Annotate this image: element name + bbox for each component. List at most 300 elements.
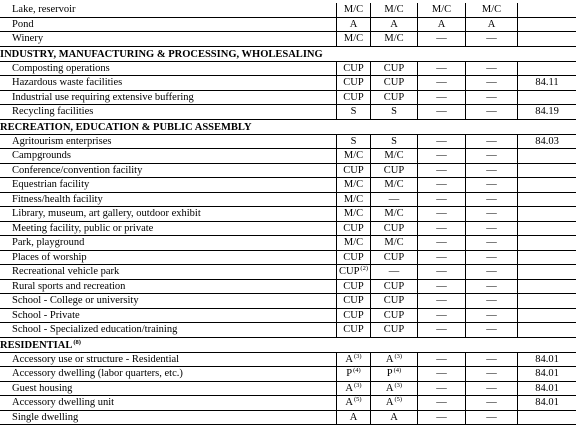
section-header-row <box>0 338 576 353</box>
land-use-cell: Conference/convention facility <box>0 164 337 179</box>
section-title <box>0 120 576 135</box>
cell-value: 84.11 <box>535 77 559 88</box>
cell-value: CUP <box>343 280 364 292</box>
cell-value: — <box>436 135 447 147</box>
footnote-ref: (8) <box>73 338 81 346</box>
reference-col-cell <box>518 62 576 77</box>
zone-col-2-cell <box>371 265 418 280</box>
cell-value: — <box>436 295 447 306</box>
zone-col-4-cell <box>466 353 518 368</box>
zone-col-4-cell <box>466 411 518 426</box>
section-title <box>0 338 576 353</box>
zone-col-3-cell <box>418 62 466 77</box>
section-title-text: RESIDENTIAL <box>0 339 73 351</box>
table-row <box>0 178 576 193</box>
land-use-cell: Hazardous waste facilities <box>0 76 337 91</box>
cell-value: — <box>388 266 400 277</box>
cell-value: — <box>486 295 497 306</box>
zone-col-2-cell <box>371 164 418 179</box>
zone-col-1-cell <box>337 367 371 382</box>
cell-value: S <box>350 135 357 147</box>
zone-col-1-cell <box>337 396 371 411</box>
cell-value: — <box>436 397 447 408</box>
table-row <box>0 396 576 411</box>
zone-col-3-cell <box>418 251 466 266</box>
zone-col-2-cell <box>371 18 418 33</box>
zone-col-2-cell <box>371 309 418 324</box>
cell-value: A <box>345 382 353 394</box>
cell-value: CUP <box>383 324 405 335</box>
footnote-ref: (5) <box>394 396 403 403</box>
reference-col-cell <box>518 411 576 426</box>
zone-col-2-cell <box>371 251 418 266</box>
zone-col-4-cell <box>466 3 518 18</box>
land-use-cell: Library, museum, art gallery, outdoor exhibit <box>0 207 337 222</box>
reference-col-cell <box>518 18 576 33</box>
cell-value: M/C <box>343 193 364 205</box>
zone-col-2-cell <box>371 76 418 91</box>
cell-value: CUP <box>383 77 405 88</box>
zone-col-1-cell <box>337 62 371 77</box>
cell-value: — <box>486 397 497 408</box>
zone-col-2-cell <box>371 105 418 120</box>
section-title-text: INDUSTRY, MANUFACTURING & PROCESSING, WHOLESALING <box>0 48 323 60</box>
cell-value: S <box>350 106 357 117</box>
zone-col-1-cell <box>337 353 371 368</box>
cell-value: — <box>436 164 447 176</box>
reference-col-cell <box>518 32 576 47</box>
cell-value: — <box>486 237 497 248</box>
land-use-cell: Guest housing <box>0 382 337 397</box>
cell-value: — <box>436 266 447 277</box>
reference-col-cell <box>518 382 576 397</box>
zone-col-4-cell <box>466 309 518 324</box>
cell-value: — <box>388 193 400 205</box>
land-use-cell: School - College or university <box>0 294 337 309</box>
cell-value: A <box>349 411 358 423</box>
zone-col-3-cell <box>418 411 466 426</box>
table-row <box>0 207 576 222</box>
cell-value: — <box>436 106 447 117</box>
zone-col-1-cell <box>337 280 371 295</box>
cell-value: — <box>436 411 447 423</box>
table-row <box>0 91 576 106</box>
cell-value: M/C <box>384 150 404 161</box>
footnote-ref: (4) <box>393 367 402 374</box>
reference-col-cell <box>518 309 576 324</box>
cell-value: — <box>436 237 447 248</box>
zone-col-1-cell <box>337 149 371 164</box>
table-row <box>0 76 576 91</box>
zone-col-4-cell <box>466 193 518 208</box>
footnote-ref: (4) <box>353 367 361 374</box>
zone-col-4-cell <box>466 105 518 120</box>
zone-col-3-cell <box>418 178 466 193</box>
cell-value: A <box>385 397 394 408</box>
cell-value: — <box>486 280 497 292</box>
cell-value: CUP <box>343 295 364 306</box>
cell-value: CUP <box>343 222 364 234</box>
zone-col-2-cell <box>371 193 418 208</box>
section-title-text: RECREATION, EDUCATION & PUBLIC ASSEMBLY <box>0 121 252 133</box>
zone-col-3-cell <box>418 193 466 208</box>
zone-col-4-cell <box>466 222 518 237</box>
cell-value: M/C <box>431 4 452 15</box>
reference-col-cell <box>518 396 576 411</box>
zone-col-1-cell <box>337 222 371 237</box>
cell-value: A <box>487 18 496 30</box>
cell-value: CUP <box>338 266 360 277</box>
table-row <box>0 323 576 338</box>
reference-col-cell <box>518 222 576 237</box>
zone-col-3-cell <box>418 91 466 106</box>
cell-value: — <box>436 368 447 379</box>
cell-value: CUP <box>383 222 405 234</box>
zone-col-3-cell <box>418 149 466 164</box>
cell-value: — <box>486 106 497 117</box>
zone-col-1-cell <box>337 323 371 338</box>
zone-col-3-cell <box>418 76 466 91</box>
cell-value: M/C <box>343 208 364 219</box>
land-use-cell: Rural sports and recreation <box>0 280 337 295</box>
table-row <box>0 32 576 47</box>
zone-col-2-cell <box>371 294 418 309</box>
zone-col-3-cell <box>418 323 466 338</box>
cell-value: S <box>391 106 397 117</box>
cell-value: — <box>486 309 497 321</box>
cell-value: S <box>391 135 397 147</box>
zone-col-4-cell <box>466 149 518 164</box>
cell-value: — <box>486 382 497 394</box>
zone-col-1-cell <box>337 236 371 251</box>
cell-value: — <box>486 266 497 277</box>
zone-col-3-cell <box>418 135 466 150</box>
land-use-cell: Recreational vehicle park <box>0 265 337 280</box>
reference-col-cell <box>518 207 576 222</box>
cell-value: 84.01 <box>535 368 559 379</box>
land-use-cell: School - Private <box>0 309 337 324</box>
zone-col-4-cell <box>466 367 518 382</box>
cell-value: — <box>436 280 447 292</box>
zone-col-3-cell <box>418 367 466 382</box>
reference-col-cell <box>518 105 576 120</box>
cell-value: — <box>486 208 497 219</box>
reference-col-cell <box>518 236 576 251</box>
table-row <box>0 149 576 164</box>
zone-col-4-cell <box>466 32 518 47</box>
zone-col-4-cell <box>466 236 518 251</box>
cell-value: A <box>437 18 446 30</box>
cell-value: 84.01 <box>535 382 559 394</box>
reference-col-cell <box>518 323 576 338</box>
table-row <box>0 294 576 309</box>
zone-col-1-cell <box>337 164 371 179</box>
table-row <box>0 353 576 368</box>
cell-value: — <box>486 77 497 88</box>
table-row <box>0 265 576 280</box>
footnote-ref: (2) <box>360 265 369 272</box>
cell-value: — <box>486 324 497 335</box>
cell-value: A <box>385 353 394 365</box>
zone-col-4-cell <box>466 265 518 280</box>
cell-value: A <box>345 353 353 365</box>
cell-value: 84.01 <box>535 397 559 408</box>
cell-value: CUP <box>383 280 405 292</box>
table-row <box>0 18 576 33</box>
land-use-cell: Winery <box>0 32 337 47</box>
cell-value: — <box>436 91 447 103</box>
zone-col-4-cell <box>466 18 518 33</box>
reference-col-cell <box>518 178 576 193</box>
zone-col-4-cell <box>466 135 518 150</box>
zone-col-2-cell <box>371 32 418 47</box>
zone-col-3-cell <box>418 236 466 251</box>
cell-value: A <box>390 18 398 30</box>
zone-col-4-cell <box>466 294 518 309</box>
reference-col-cell <box>518 265 576 280</box>
zone-col-4-cell <box>466 382 518 397</box>
cell-value: — <box>486 135 497 147</box>
zone-col-1-cell <box>337 251 371 266</box>
reference-col-cell <box>518 149 576 164</box>
table-row <box>0 193 576 208</box>
zone-col-1-cell <box>337 382 371 397</box>
land-use-cell: Park, playground <box>0 236 337 251</box>
reference-col-cell <box>518 76 576 91</box>
table-row <box>0 62 576 77</box>
land-use-cell: Equestrian facility <box>0 178 337 193</box>
cell-value: CUP <box>383 91 405 103</box>
zone-col-4-cell <box>466 251 518 266</box>
table-row <box>0 367 576 382</box>
table-row <box>0 222 576 237</box>
zone-col-4-cell <box>466 323 518 338</box>
cell-value: M/C <box>343 150 364 161</box>
zone-col-1-cell <box>337 3 371 18</box>
cell-value: CUP <box>383 251 405 263</box>
cell-value: — <box>486 62 497 74</box>
cell-value: CUP <box>343 62 364 74</box>
cell-value: — <box>436 193 447 205</box>
zone-col-4-cell <box>466 62 518 77</box>
cell-value: — <box>486 150 497 161</box>
zone-col-1-cell <box>337 207 371 222</box>
reference-col-cell <box>518 135 576 150</box>
cell-value: — <box>486 368 497 379</box>
section-header-row <box>0 47 576 62</box>
land-use-cell: Industrial use requiring extensive buffering <box>0 91 337 106</box>
zone-col-2-cell <box>371 382 418 397</box>
cell-value: — <box>436 150 447 161</box>
zone-col-1-cell <box>337 76 371 91</box>
cell-value: CUP <box>343 164 364 176</box>
zone-col-3-cell <box>418 222 466 237</box>
cell-value: — <box>486 411 497 423</box>
cell-value: M/C <box>384 208 404 219</box>
cell-value: P <box>386 368 393 379</box>
land-use-cell: Composting operations <box>0 62 337 77</box>
cell-value: — <box>486 91 497 103</box>
cell-value: M/C <box>481 4 502 15</box>
zone-col-2-cell <box>371 3 418 18</box>
zone-col-4-cell <box>466 178 518 193</box>
reference-col-cell <box>518 3 576 18</box>
cell-value: — <box>486 353 497 365</box>
table-row <box>0 382 576 397</box>
zone-col-3-cell <box>418 396 466 411</box>
cell-value: — <box>486 222 497 234</box>
cell-value: M/C <box>343 33 364 44</box>
zone-col-3-cell <box>418 309 466 324</box>
zone-col-2-cell <box>371 207 418 222</box>
cell-value: — <box>436 208 447 219</box>
zone-col-2-cell <box>371 280 418 295</box>
zone-col-1-cell <box>337 18 371 33</box>
zone-col-3-cell <box>418 294 466 309</box>
zone-col-1-cell <box>337 135 371 150</box>
zone-col-2-cell <box>371 353 418 368</box>
cell-value: CUP <box>343 251 364 263</box>
cell-value: — <box>436 179 447 190</box>
cell-value: — <box>436 382 447 394</box>
reference-col-cell <box>518 367 576 382</box>
zone-col-3-cell <box>418 105 466 120</box>
zone-col-3-cell <box>418 280 466 295</box>
cell-value: M/C <box>343 237 364 248</box>
cell-value: A <box>390 411 398 423</box>
zone-col-3-cell <box>418 164 466 179</box>
cell-value: M/C <box>384 33 404 44</box>
reference-col-cell <box>518 353 576 368</box>
table-row <box>0 3 576 18</box>
reference-col-cell <box>518 294 576 309</box>
zone-col-3-cell <box>418 3 466 18</box>
cell-value: — <box>436 324 447 335</box>
reference-col-cell <box>518 280 576 295</box>
land-use-cell: School - Specialized education/training <box>0 323 337 338</box>
land-use-cell: Agritourism enterprises <box>0 135 337 150</box>
zone-col-2-cell <box>371 62 418 77</box>
zone-col-3-cell <box>418 18 466 33</box>
zone-col-2-cell <box>371 367 418 382</box>
reference-col-cell <box>518 164 576 179</box>
zone-col-2-cell <box>371 236 418 251</box>
zone-col-4-cell <box>466 91 518 106</box>
land-use-cell: Places of worship <box>0 251 337 266</box>
zone-col-3-cell <box>418 353 466 368</box>
cell-value: 84.03 <box>535 135 559 147</box>
reference-col-cell <box>518 91 576 106</box>
zone-col-1-cell <box>337 265 371 280</box>
land-use-cell: Campgrounds <box>0 149 337 164</box>
zone-col-2-cell <box>371 396 418 411</box>
footnote-ref: (3) <box>354 352 362 360</box>
zone-col-3-cell <box>418 265 466 280</box>
zone-col-3-cell <box>418 382 466 397</box>
cell-value: CUP <box>383 309 405 321</box>
zone-col-2-cell <box>371 411 418 426</box>
cell-value: M/C <box>384 179 404 190</box>
cell-value: 84.19 <box>535 106 559 117</box>
zone-col-1-cell <box>337 411 371 426</box>
cell-value: — <box>486 164 497 176</box>
zone-col-4-cell <box>466 76 518 91</box>
table-row <box>0 309 576 324</box>
zone-col-3-cell <box>418 32 466 47</box>
cell-value: A <box>385 382 394 394</box>
cell-value: 84.01 <box>535 353 559 365</box>
cell-value: CUP <box>343 77 364 88</box>
zone-col-1-cell <box>337 309 371 324</box>
cell-value: M/C <box>384 4 404 15</box>
table-row <box>0 236 576 251</box>
cell-value: CUP <box>343 324 364 335</box>
cell-value: P <box>346 368 353 379</box>
zone-col-2-cell <box>371 149 418 164</box>
land-use-cell: Accessory dwelling (labor quarters, etc.) <box>0 367 337 382</box>
table-row <box>0 280 576 295</box>
land-use-cell: Accessory dwelling unit <box>0 396 337 411</box>
land-use-cell: Lake, reservoir <box>0 3 337 18</box>
cell-value: — <box>486 33 497 44</box>
cell-value: — <box>486 179 497 190</box>
cell-value: — <box>436 309 447 321</box>
cell-value: M/C <box>384 237 404 248</box>
table-row <box>0 251 576 266</box>
zone-col-4-cell <box>466 164 518 179</box>
zone-col-3-cell <box>418 207 466 222</box>
table-row <box>0 411 576 426</box>
cell-value: CUP <box>383 62 405 74</box>
cell-value: CUP <box>383 295 405 306</box>
cell-value: A <box>349 18 358 30</box>
land-use-cell: Meeting facility, public or private <box>0 222 337 237</box>
cell-value: — <box>436 62 447 74</box>
zone-col-1-cell <box>337 32 371 47</box>
zone-col-4-cell <box>466 396 518 411</box>
zone-col-2-cell <box>371 222 418 237</box>
land-use-cell: Pond <box>0 18 337 33</box>
cell-value: CUP <box>383 164 405 176</box>
section-header-row <box>0 120 576 135</box>
cell-value: A <box>345 397 353 408</box>
reference-col-cell <box>518 193 576 208</box>
zone-col-1-cell <box>337 178 371 193</box>
cell-value: — <box>436 251 447 263</box>
zone-col-1-cell <box>337 105 371 120</box>
cell-value: — <box>436 222 447 234</box>
zone-col-4-cell <box>466 280 518 295</box>
cell-value: — <box>436 33 447 44</box>
footnote-ref: (5) <box>354 396 362 403</box>
cell-value: M/C <box>343 4 364 15</box>
table-row <box>0 164 576 179</box>
table-row <box>0 105 576 120</box>
zone-col-2-cell <box>371 323 418 338</box>
cell-value: CUP <box>343 91 364 103</box>
zone-col-4-cell <box>466 207 518 222</box>
cell-value: — <box>436 77 447 88</box>
reference-col-cell <box>518 251 576 266</box>
footnote-ref: (3) <box>394 352 403 360</box>
zone-col-2-cell <box>371 178 418 193</box>
footnote-ref: (3) <box>394 381 403 389</box>
cell-value: M/C <box>343 179 364 190</box>
land-use-cell: Recycling facilities <box>0 105 337 120</box>
footnote-ref: (3) <box>354 381 362 389</box>
cell-value: — <box>486 193 497 205</box>
land-use-cell: Accessory use or structure - Residential <box>0 353 337 368</box>
